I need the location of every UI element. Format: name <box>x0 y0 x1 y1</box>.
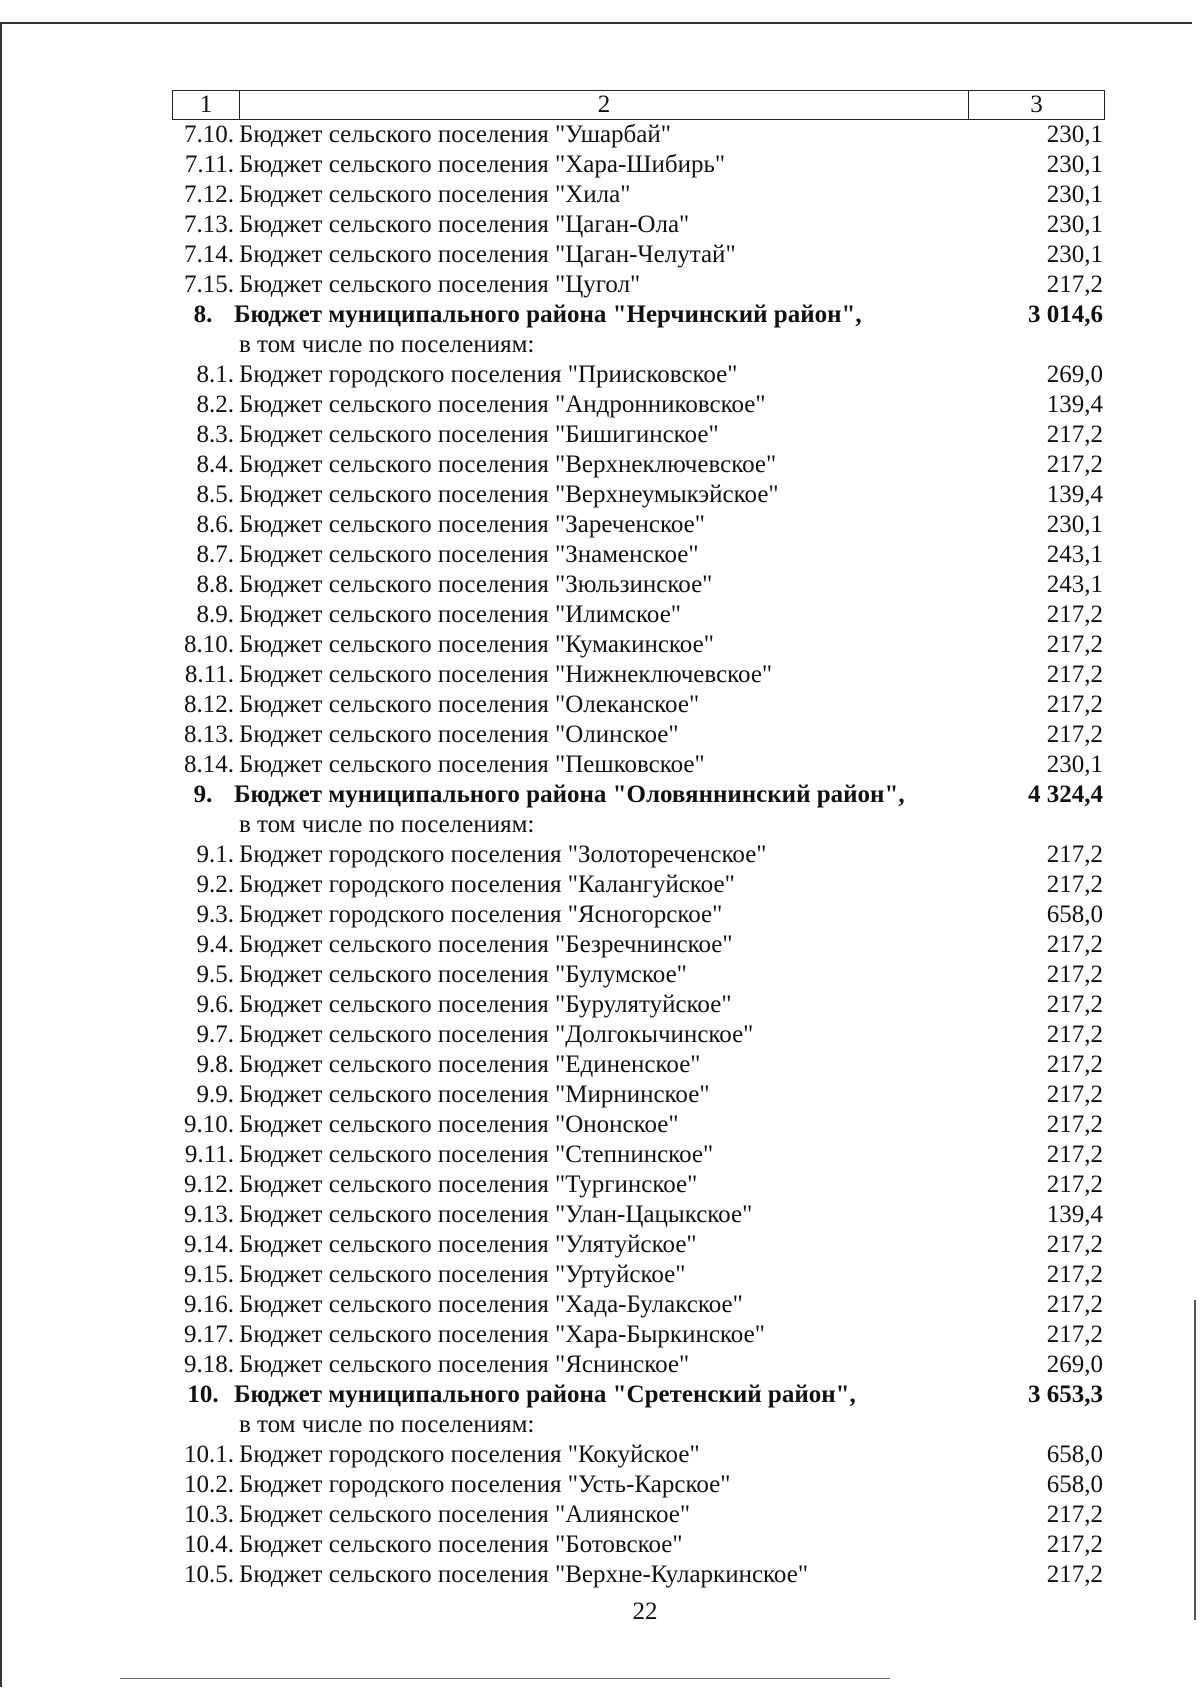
row-value: 230,1 <box>1046 151 1103 178</box>
row-value: 217,2 <box>1046 691 1103 718</box>
row-number: 8.3. <box>196 421 234 448</box>
table-body <box>172 120 1105 1590</box>
row-name: Бюджет сельского поселения "Олеканское" <box>239 691 700 718</box>
row-name: Бюджет сельского поселения "Улятуйское" <box>239 1231 697 1258</box>
row-number <box>172 330 239 360</box>
table-row <box>172 1110 1105 1140</box>
row-value: 230,1 <box>1046 211 1103 238</box>
row-value: 217,2 <box>1046 1231 1103 1258</box>
row-number: 9.2. <box>196 871 234 898</box>
table-row <box>172 1020 1105 1050</box>
row-name: Бюджет сельского поселения "Уртуйское" <box>239 1261 686 1288</box>
row-name: Бюджет сельского поселения "Андронниковское" <box>239 391 766 418</box>
row-value: 217,2 <box>1046 1051 1103 1078</box>
row-name: Бюджет сельского поселения "Зареченское" <box>239 511 705 538</box>
scan-bottom-line <box>120 1678 890 1679</box>
row-name: Бюджет сельского поселения "Верхнеумыкэйское" <box>239 481 779 508</box>
row-name: Бюджет сельского поселения "Ононское" <box>239 1111 679 1138</box>
row-value: 658,0 <box>1046 1441 1103 1468</box>
table-row <box>172 840 1105 870</box>
row-number: 8.5. <box>196 481 234 508</box>
row-value: 139,4 <box>1046 391 1103 418</box>
row-number: 7.12. <box>184 181 234 208</box>
row-number: 9.17. <box>184 1321 234 1348</box>
row-number: 10.2. <box>184 1471 234 1498</box>
table-row <box>172 600 1105 630</box>
table-row <box>172 720 1105 750</box>
row-number: 10.3. <box>184 1501 234 1528</box>
table-row <box>172 870 1105 900</box>
row-number: 10. <box>187 1381 219 1408</box>
row-number: 9.15. <box>184 1261 234 1288</box>
row-value <box>981 810 1105 840</box>
row-value: 217,2 <box>1046 1081 1103 1108</box>
table-row <box>172 1050 1105 1080</box>
row-name: Бюджет сельского поселения "Тургинское" <box>239 1171 698 1198</box>
row-number: 10.5. <box>184 1561 234 1588</box>
row-number: 7.15. <box>184 271 234 298</box>
row-value: 269,0 <box>1046 1351 1103 1378</box>
table-row <box>172 810 1105 840</box>
row-name: Бюджет городского поселения "Кокуйское" <box>239 1441 700 1468</box>
row-number: 8.1. <box>196 361 234 388</box>
row-number: 9.1. <box>196 841 234 868</box>
header-col-1: 1 <box>173 91 240 119</box>
row-number: 9.4. <box>196 931 234 958</box>
row-name: Бюджет сельского поселения "Ботовское" <box>239 1531 683 1558</box>
row-name: в том числе по поселениям: <box>239 1411 535 1438</box>
table-row <box>172 780 1105 810</box>
header-col-3: 3 <box>1030 91 1043 118</box>
table-row <box>172 1410 1105 1440</box>
row-name: Бюджет сельского поселения "Хара-Шибирь" <box>239 151 726 178</box>
table-row <box>172 420 1105 450</box>
row-number: 8.4. <box>196 451 234 478</box>
table-row <box>172 1500 1105 1530</box>
row-number: 10.1. <box>184 1441 234 1468</box>
row-name: Бюджет сельского поселения "Верхне-Куларкинское" <box>239 1561 809 1588</box>
row-value: 230,1 <box>1046 121 1103 148</box>
table-row <box>172 210 1105 240</box>
table-row <box>172 1080 1105 1110</box>
table-row <box>172 990 1105 1020</box>
row-value: 217,2 <box>1046 1321 1103 1348</box>
row-name: Бюджет сельского поселения "Булумское" <box>239 961 687 988</box>
row-number: 9.8. <box>196 1051 234 1078</box>
row-value: 217,2 <box>1046 961 1103 988</box>
row-number: 8.7. <box>196 541 234 568</box>
table-row <box>172 630 1105 660</box>
row-name: Бюджет сельского поселения "Хада-Булакское" <box>239 1291 743 1318</box>
row-number: 8.9. <box>196 601 234 628</box>
table-row <box>172 1260 1105 1290</box>
row-number: 9.14. <box>184 1231 234 1258</box>
row-name: Бюджет сельского поселения "Долгокычинское" <box>239 1021 754 1048</box>
row-number: 7.10. <box>184 121 234 148</box>
row-number: 9.7. <box>196 1021 234 1048</box>
row-name: в том числе по поселениям: <box>239 811 535 838</box>
table-row <box>172 1470 1105 1500</box>
table-row <box>172 1290 1105 1320</box>
row-value: 230,1 <box>1046 751 1103 778</box>
scan-edge-line <box>1194 1300 1196 1620</box>
row-value <box>981 1410 1105 1440</box>
table-row <box>172 480 1105 510</box>
table-row <box>172 330 1105 360</box>
row-value: 217,2 <box>1046 1561 1103 1588</box>
row-number: 8.6. <box>196 511 234 538</box>
row-value: 217,2 <box>1046 1261 1103 1288</box>
row-name: Бюджет сельского поселения "Олинское" <box>239 721 679 748</box>
row-name: Бюджет сельского поселения "Улан-Цацыкское" <box>239 1201 753 1228</box>
row-value: 658,0 <box>1046 1471 1103 1498</box>
row-value: 217,2 <box>1046 661 1103 688</box>
table-row <box>172 1380 1105 1410</box>
table-row <box>172 1170 1105 1200</box>
table-row <box>172 1440 1105 1470</box>
table-row <box>172 750 1105 780</box>
row-name: Бюджет сельского поселения "Илимское" <box>239 601 682 628</box>
row-name: Бюджет сельского поселения "Цаган-Ола" <box>239 211 690 238</box>
table-row <box>172 960 1105 990</box>
table-row <box>172 690 1105 720</box>
row-value: 139,4 <box>1046 1201 1103 1228</box>
row-number: 9.3. <box>196 901 234 928</box>
row-value: 217,2 <box>1046 1501 1103 1528</box>
row-value: 658,0 <box>1046 901 1103 928</box>
row-name: Бюджет сельского поселения "Ушарбай" <box>239 121 671 148</box>
row-name: Бюджет сельского поселения "Нижнеключевское" <box>239 661 773 688</box>
row-number: 10.4. <box>184 1531 234 1558</box>
row-name: Бюджет сельского поселения "Знаменское" <box>239 541 699 568</box>
row-name: Бюджет муниципального района "Сретенский район", <box>234 1381 856 1408</box>
row-number <box>172 1410 239 1440</box>
row-value: 217,2 <box>1046 1291 1103 1318</box>
row-value: 269,0 <box>1046 361 1103 388</box>
row-name: Бюджет сельского поселения "Безречнинское" <box>239 931 733 958</box>
row-value: 217,2 <box>1046 421 1103 448</box>
row-number: 9.13. <box>184 1201 234 1228</box>
row-name: Бюджет сельского поселения "Единенское" <box>239 1051 701 1078</box>
row-name: Бюджет городского поселения "Ясногорское" <box>239 901 723 928</box>
row-value: 230,1 <box>1046 181 1103 208</box>
row-value: 217,2 <box>1046 271 1103 298</box>
row-number: 9.9. <box>196 1081 234 1108</box>
row-value <box>981 330 1105 360</box>
row-value: 243,1 <box>1046 571 1103 598</box>
row-value: 230,1 <box>1046 241 1103 268</box>
table-row <box>172 390 1105 420</box>
row-name: Бюджет сельского поселения "Верхнеключевское" <box>239 451 777 478</box>
header-col-2: 2 <box>240 91 969 119</box>
row-value: 139,4 <box>1046 481 1103 508</box>
row-value: 217,2 <box>1046 931 1103 958</box>
row-number: 9.5. <box>196 961 234 988</box>
row-number: 7.14. <box>184 241 234 268</box>
row-number: 8.12. <box>184 691 234 718</box>
row-value: 217,2 <box>1046 631 1103 658</box>
row-number: 8.2. <box>196 391 234 418</box>
row-number: 8. <box>193 301 213 328</box>
row-value: 230,1 <box>1046 511 1103 538</box>
table-row <box>172 570 1105 600</box>
row-name: Бюджет муниципального района "Оловяннинский район", <box>234 781 905 808</box>
row-number: 8.11. <box>184 661 234 688</box>
row-value: 3 653,3 <box>1028 1381 1103 1408</box>
row-name: Бюджет сельского поселения "Зюльзинское" <box>239 571 713 598</box>
row-value: 217,2 <box>1046 1021 1103 1048</box>
table-row <box>172 180 1105 210</box>
table-row <box>172 510 1105 540</box>
row-number: 9.11. <box>184 1141 234 1168</box>
table-row <box>172 150 1105 180</box>
row-value: 217,2 <box>1046 841 1103 868</box>
table-row <box>172 1350 1105 1380</box>
table-row <box>172 120 1105 150</box>
table-row <box>172 540 1105 570</box>
row-number: 9. <box>193 781 213 808</box>
row-name: Бюджет сельского поселения "Алиянское" <box>239 1501 691 1528</box>
page-number: 22 <box>632 1598 658 1625</box>
table-header-row <box>172 90 1105 120</box>
row-name: Бюджет сельского поселения "Кумакинское" <box>239 631 714 658</box>
row-name: Бюджет городского поселения "Золотореченское" <box>239 841 767 868</box>
table-row <box>172 1200 1105 1230</box>
row-name: Бюджет сельского поселения "Степнинское" <box>239 1141 714 1168</box>
row-name: Бюджет городского поселения "Калангуйское" <box>239 871 735 898</box>
budget-table <box>172 90 1105 1590</box>
row-name: Бюджет городского поселения "Усть-Карское" <box>239 1471 731 1498</box>
row-value: 217,2 <box>1046 601 1103 628</box>
table-row <box>172 450 1105 480</box>
table-row <box>172 930 1105 960</box>
row-value: 243,1 <box>1046 541 1103 568</box>
row-value: 217,2 <box>1046 871 1103 898</box>
row-name: Бюджет городского поселения "Приисковское" <box>239 361 738 388</box>
row-name: Бюджет сельского поселения "Пешковское" <box>239 751 705 778</box>
table-row <box>172 240 1105 270</box>
row-value: 3 014,6 <box>1028 301 1103 328</box>
table-row <box>172 660 1105 690</box>
row-number: 8.13. <box>184 721 234 748</box>
table-row <box>172 360 1105 390</box>
table-row <box>172 270 1105 300</box>
row-name: Бюджет сельского поселения "Хила" <box>239 181 631 208</box>
row-number <box>172 810 239 840</box>
row-name: Бюджет сельского поселения "Мирнинское" <box>239 1081 710 1108</box>
row-name: Бюджет сельского поселения "Цаган-Челутай" <box>239 241 736 268</box>
row-number: 9.12. <box>184 1171 234 1198</box>
row-number: 8.8. <box>196 571 234 598</box>
row-value: 217,2 <box>1046 1111 1103 1138</box>
table-row <box>172 1230 1105 1260</box>
row-name: Бюджет сельского поселения "Цугол" <box>239 271 641 298</box>
table-row <box>172 900 1105 930</box>
row-number: 9.6. <box>196 991 234 1018</box>
row-value: 217,2 <box>1046 1141 1103 1168</box>
table-row <box>172 1560 1105 1590</box>
row-value: 217,2 <box>1046 1171 1103 1198</box>
row-value: 217,2 <box>1046 451 1103 478</box>
row-name: Бюджет муниципального района "Нерчинский район", <box>234 301 862 328</box>
table-row <box>172 1320 1105 1350</box>
row-number: 7.11. <box>184 151 234 178</box>
table-row <box>172 300 1105 330</box>
row-number: 7.13. <box>184 211 234 238</box>
row-name: Бюджет сельского поселения "Хара-Быркинское" <box>239 1321 765 1348</box>
row-name: Бюджет сельского поселения "Бишигинское" <box>239 421 719 448</box>
table-row <box>172 1140 1105 1170</box>
row-value: 217,2 <box>1046 721 1103 748</box>
row-number: 9.16. <box>184 1291 234 1318</box>
row-value: 4 324,4 <box>1028 781 1103 808</box>
row-name: Бюджет сельского поселения "Яснинское" <box>239 1351 690 1378</box>
row-value: 217,2 <box>1046 991 1103 1018</box>
row-number: 8.10. <box>184 631 234 658</box>
row-name: в том числе по поселениям: <box>239 331 535 358</box>
row-name: Бюджет сельского поселения "Бурулятуйское" <box>239 991 732 1018</box>
row-number: 9.10. <box>184 1111 234 1138</box>
row-value: 217,2 <box>1046 1531 1103 1558</box>
row-number: 9.18. <box>184 1351 234 1378</box>
row-number: 8.14. <box>184 751 234 778</box>
table-row <box>172 1530 1105 1560</box>
